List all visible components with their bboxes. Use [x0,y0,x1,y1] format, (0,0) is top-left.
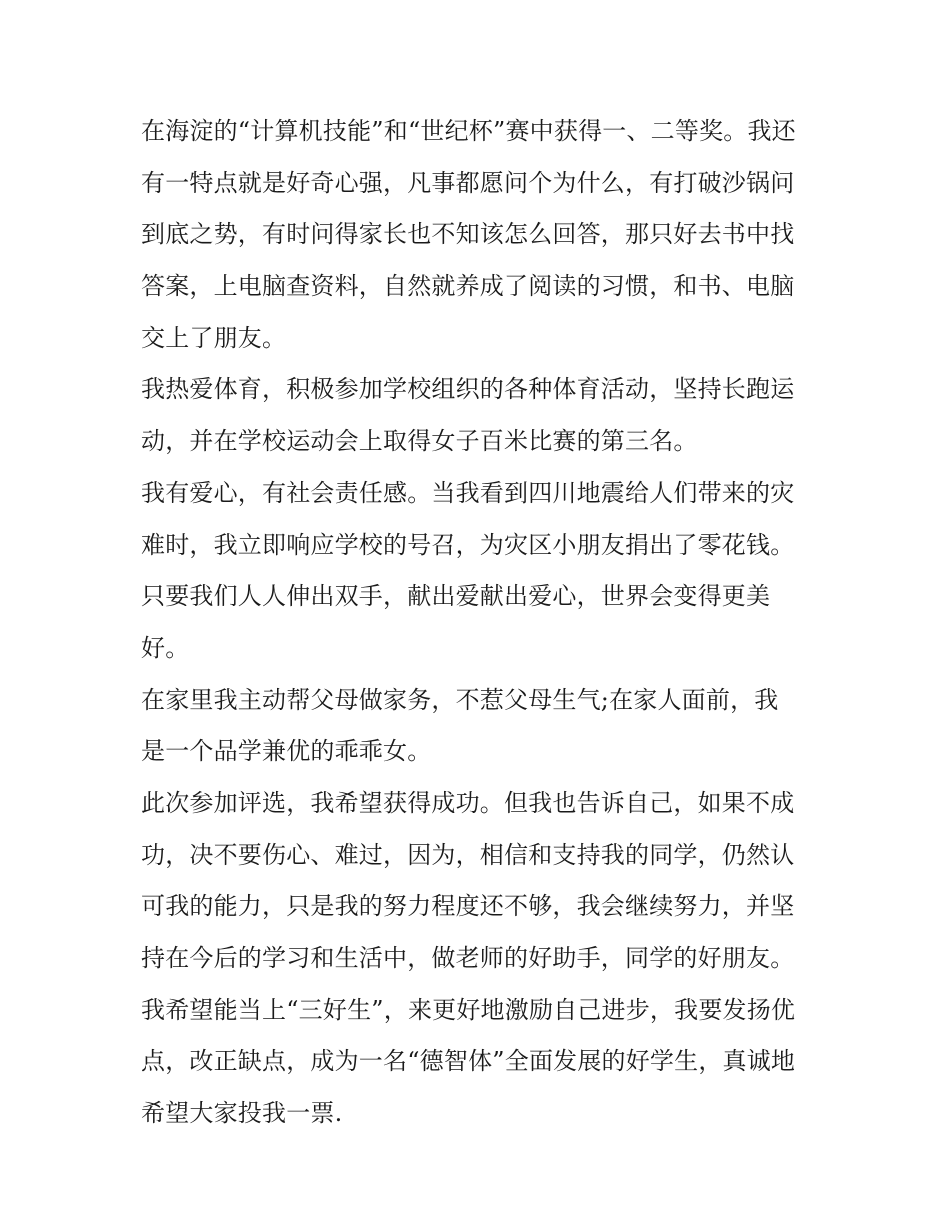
text-line: 是一个品学兼优的乖乖女。 [141,737,432,766]
document-body [141,106,821,1140]
text-line: 只要我们人人伸出双手，献出爱献出爱心，世界会变得更美 [141,582,771,611]
text-line: 希望大家投我一票. [141,1099,343,1128]
text-line: 答案，上电脑查资料，自然就养成了阅读的习惯，和书、电脑 [141,272,795,301]
text-line: 功，决不要伤心、难过，因为，相信和支持我的同学，仍然认 [141,840,795,869]
text-line: 动，并在学校运动会上取得女子百米比赛的第三名。 [141,427,698,456]
text-line: 可我的能力，只是我的努力程度还不够，我会继续努力，并坚 [141,892,795,921]
text-line: 点，改正缺点，成为一名“德智体”全面发展的好学生，真诚地 [141,1047,796,1076]
text-line: 交上了朋友。 [141,323,287,352]
text-line: 我热爱体育，积极参加学校组织的各种体育活动，坚持长跑运 [141,375,795,404]
text-line: 难时，我立即响应学校的号召，为灾区小朋友捐出了零花钱。 [141,530,795,559]
text-line: 在家里我主动帮父母做家务，不惹父母生气;在家人面前，我 [141,685,779,714]
text-line: 我希望能当上“三好生”，来更好地激励自己进步，我要发扬优 [141,995,796,1024]
text-line: 到底之势，有时问得家长也不知该怎么回答，那只好去书中找 [141,220,795,249]
text-line: 持在今后的学习和生活中，做老师的好助手，同学的好朋友。 [141,944,795,972]
text-line: 在海淀的“计算机技能”和“世纪杯”赛中获得一、二等奖。我还 [141,117,796,145]
text-line: 有一特点就是好奇心强，凡事都愿问个为什么，有打破沙锅问 [141,168,795,197]
text-line: 好。 [141,633,190,662]
text-line: 我有爱心，有社会责任感。当我看到四川地震给人们带来的灾 [141,478,795,507]
text-line: 此次参加评选，我希望获得成功。但我也告诉自己，如果不成 [141,788,795,817]
